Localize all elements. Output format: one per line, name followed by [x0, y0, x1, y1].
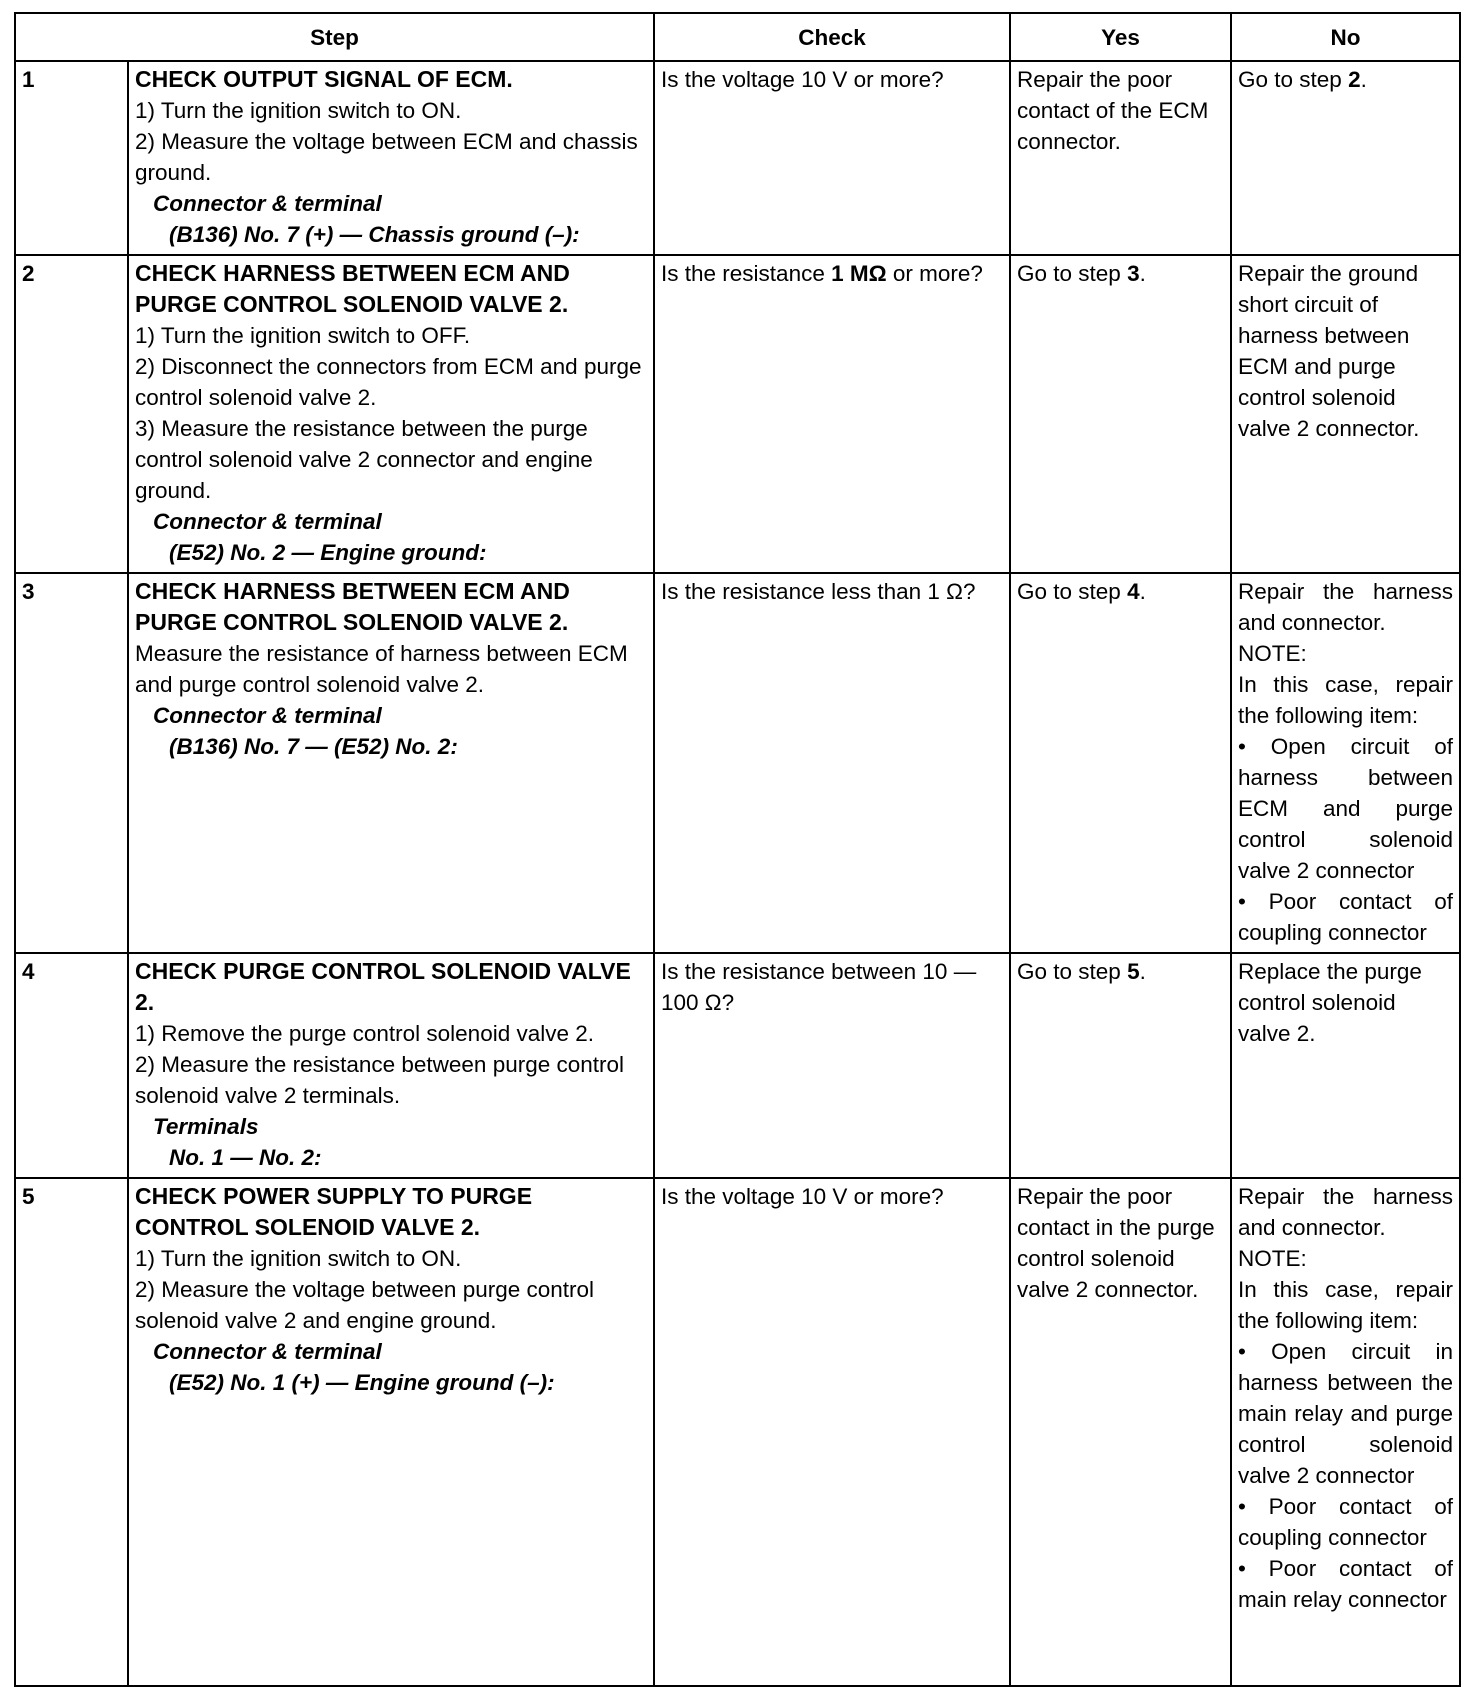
header-check: Check	[654, 13, 1010, 61]
table-row	[15, 573, 1460, 953]
step-number	[15, 953, 128, 1178]
step-number	[15, 255, 128, 573]
check-cell: Is the voltage 10 V or more?	[654, 1178, 1010, 1686]
no-suffix: .	[1360, 67, 1367, 92]
step-cell	[128, 1178, 654, 1686]
no-cell	[1231, 61, 1460, 255]
yes-cell	[1010, 573, 1231, 953]
check-cell: Is the voltage 10 V or more?	[654, 61, 1010, 255]
step-item: 2) Measure the voltage between ECM and chassis ground.	[135, 129, 638, 185]
table-row	[15, 1178, 1460, 1686]
no-main: Repair the harness and connector.	[1238, 1184, 1454, 1240]
no-main: Repair the harness and connector.	[1238, 579, 1454, 635]
note-text: In this case, repair the following item:	[1238, 672, 1454, 728]
check-cell	[654, 255, 1010, 573]
yes-prefix: Go to step	[1017, 579, 1128, 604]
yes-prefix: Go to step	[1017, 959, 1128, 984]
step-title: CHECK HARNESS BETWEEN ECM AND PURGE CONTROL SOLENOID VALVE 2.	[135, 260, 570, 317]
step-title: CHECK OUTPUT SIGNAL OF ECM.	[135, 66, 513, 92]
no-prefix: Go to step	[1238, 67, 1349, 92]
step-item: 3) Measure the resistance between the purge control solenoid valve 2 connector and engine ground.	[135, 416, 593, 503]
connector-label: Connector & terminal	[153, 509, 382, 534]
yes-suffix: .	[1139, 579, 1146, 604]
no-cell	[1231, 573, 1460, 953]
no-cell: Repair the ground short circuit of harness between ECM and purge control solenoid valve 2 connector.	[1231, 255, 1460, 573]
no-cell	[1231, 1178, 1460, 1686]
header-yes: Yes	[1010, 13, 1231, 61]
yes-cell: Repair the poor contact in the purge control solenoid valve 2 connector.	[1010, 1178, 1231, 1686]
yes-cell	[1010, 953, 1231, 1178]
yes-cell	[1010, 255, 1231, 573]
step-number	[15, 573, 128, 953]
header-step: Step	[15, 13, 654, 61]
yes-suffix: .	[1139, 959, 1146, 984]
check-cell: Is the resistance between 10 — 100 Ω?	[654, 953, 1010, 1178]
step-title: CHECK PURGE CONTROL SOLENOID VALVE 2.	[135, 958, 631, 1015]
check-suffix: or more?	[886, 261, 983, 286]
yes-step-link: 3	[1127, 261, 1140, 286]
step-item: 1) Turn the ignition switch to ON.	[135, 1246, 462, 1271]
step-number-text: 5	[22, 1184, 35, 1209]
step-number	[15, 1178, 128, 1686]
step-text: Measure the resistance of harness between ECM and purge control solenoid valve 2.	[135, 641, 628, 697]
connector-label: Connector & terminal	[153, 703, 382, 728]
note-bullet: • Poor contact of coupling connector	[1238, 1494, 1454, 1550]
step-number-text: 1	[22, 67, 35, 92]
diagnostic-table	[14, 12, 1461, 1687]
step-item: 2) Measure the resistance between purge control solenoid valve 2 terminals.	[135, 1052, 625, 1108]
step-number-text: 3	[22, 579, 35, 604]
note-bullet: • Poor contact of coupling connector	[1238, 889, 1454, 945]
header-no: No	[1231, 13, 1460, 61]
table-row	[15, 61, 1460, 255]
step-item: 2) Disconnect the connectors from ECM and purge control solenoid valve 2.	[135, 354, 642, 410]
step-item: 1) Turn the ignition switch to OFF.	[135, 323, 471, 348]
step-cell	[128, 953, 654, 1178]
check-cell: Is the resistance less than 1 Ω?	[654, 573, 1010, 953]
step-number-text: 2	[22, 261, 35, 286]
no-cell: Replace the purge control solenoid valve 2.	[1231, 953, 1460, 1178]
step-item: 1) Turn the ignition switch to ON.	[135, 98, 462, 123]
note-bullet: • Open circuit in harness between the main relay and purge control solenoid valve 2 connector	[1238, 1339, 1454, 1488]
yes-prefix: Go to step	[1017, 261, 1128, 286]
note-label: NOTE:	[1238, 641, 1307, 666]
note-label: NOTE:	[1238, 1246, 1307, 1271]
yes-cell: Repair the poor contact of the ECM connector.	[1010, 61, 1231, 255]
yes-step-link: 4	[1127, 579, 1140, 604]
note-bullet: • Poor contact of main relay connector	[1238, 1556, 1454, 1612]
step-number-text: 4	[22, 959, 35, 984]
table-row	[15, 953, 1460, 1178]
step-cell	[128, 573, 654, 953]
check-prefix: Is the resistance	[661, 261, 832, 286]
step-title: CHECK POWER SUPPLY TO PURGE CONTROL SOLENOID VALVE 2.	[135, 1183, 533, 1240]
step-item: 2) Measure the voltage between purge control solenoid valve 2 and engine ground.	[135, 1277, 595, 1333]
connector-value: (E52) No. 1 (+) — Engine ground (–):	[169, 1370, 555, 1395]
step-title: CHECK HARNESS BETWEEN ECM AND PURGE CONTROL SOLENOID VALVE 2.	[135, 578, 570, 635]
step-cell	[128, 255, 654, 573]
step-number	[15, 61, 128, 255]
connector-value: (B136) No. 7 — (E52) No. 2:	[169, 734, 458, 759]
connector-label: Connector & terminal	[153, 191, 382, 216]
check-value: 1 MΩ	[831, 261, 887, 286]
step-item: 1) Remove the purge control solenoid valve 2.	[135, 1021, 595, 1046]
yes-step-link: 5	[1127, 959, 1140, 984]
terminals-label: Terminals	[153, 1114, 259, 1139]
table-row	[15, 255, 1460, 573]
terminals-value: No. 1 — No. 2:	[169, 1145, 322, 1170]
step-cell	[128, 61, 654, 255]
note-text: In this case, repair the following item:	[1238, 1277, 1454, 1333]
connector-value: (E52) No. 2 — Engine ground:	[169, 540, 487, 565]
no-step-link: 2	[1348, 67, 1361, 92]
yes-suffix: .	[1139, 261, 1146, 286]
note-bullet: • Open circuit of harness between ECM and purge control solenoid valve 2 connector	[1238, 734, 1454, 883]
connector-value: (B136) No. 7 (+) — Chassis ground (–):	[169, 222, 580, 247]
header-row	[15, 13, 1460, 61]
connector-label: Connector & terminal	[153, 1339, 382, 1364]
